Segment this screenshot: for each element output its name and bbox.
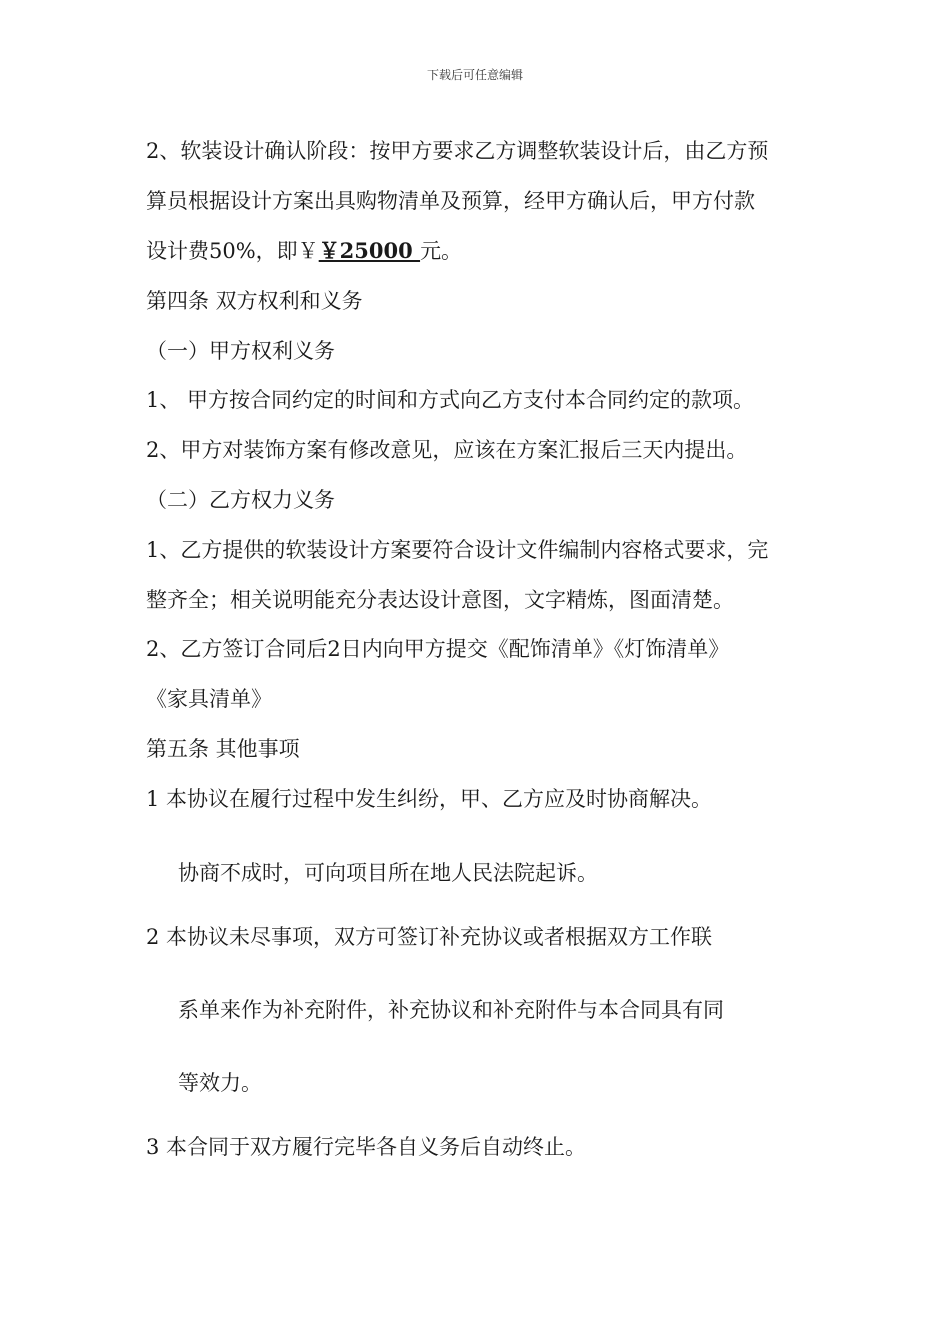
list-item-continuation: 协商不成时，可向项目所在地人民法院起诉。 xyxy=(178,861,598,885)
subsection-heading: （一）甲方权利义务 xyxy=(146,339,335,363)
list-item: 2 本协议未尽事项，双方可签订补充协议或者根据双方工作联 xyxy=(146,925,713,949)
paragraph-line: 2、乙方签订合同后2日内向甲方提交《配饰清单》《灯饰清单》 xyxy=(146,637,730,661)
paragraph-line: 1、乙方提供的软装设计方案要符合设计文件编制内容格式要求，完 xyxy=(146,538,769,562)
paragraph-line: 算员根据设计方案出具购物清单及预算，经甲方确认后，甲方付款 xyxy=(146,189,755,213)
section-heading: 第四条 双方权利和义务 xyxy=(146,289,363,313)
list-item-continuation: 系单来作为补充附件，补充协议和补充附件与本合同具有同 xyxy=(178,998,724,1022)
list-item-continuation: 等效力。 xyxy=(178,1071,262,1095)
section-heading: 第五条 其他事项 xyxy=(146,737,300,761)
fee-suffix: 元。 xyxy=(420,239,463,263)
paragraph-line: 整齐全；相关说明能充分表达设计意图，文字精炼，图面清楚。 xyxy=(146,588,734,612)
subsection-heading: （二）乙方权力义务 xyxy=(146,488,335,512)
list-item: 1 本协议在履行过程中发生纠纷，甲、乙方应及时协商解决。 xyxy=(146,787,713,811)
fee-line xyxy=(146,236,462,266)
paragraph-line: 2、软装设计确认阶段：按甲方要求乙方调整软装设计后，由乙方预 xyxy=(146,139,769,163)
fee-prefix: 设计费50%，即￥ xyxy=(146,239,319,263)
paragraph-line: 1、 甲方按合同约定的时间和方式向乙方支付本合同约定的款项。 xyxy=(146,388,755,412)
fee-amount: ￥25000 xyxy=(318,238,421,263)
paragraph-line: 2、甲方对装饰方案有修改意见，应该在方案汇报后三天内提出。 xyxy=(146,438,748,462)
list-item: 3 本合同于双方履行完毕各自义务后自动终止。 xyxy=(146,1135,587,1159)
page-header: 下载后可任意编辑 xyxy=(426,68,523,82)
paragraph-line: 《家具清单》 xyxy=(146,687,272,711)
